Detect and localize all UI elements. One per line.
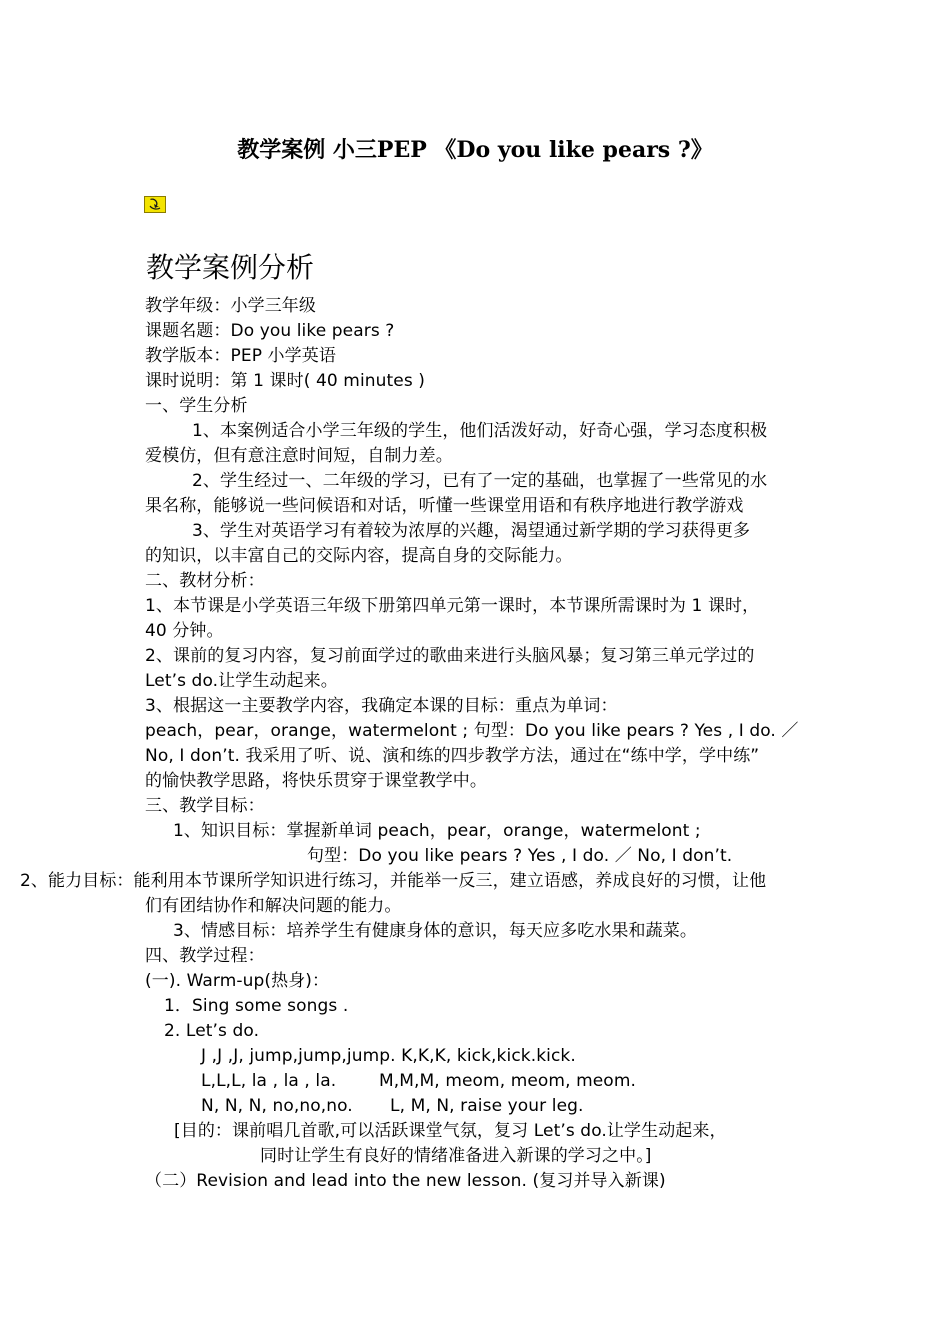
section2-p3-line2: peach，pear，orange，watermelont ; 句型：Do you like pears ? Yes , I do. ／: [145, 721, 799, 741]
document-title: 教学案例 小三PEP 《Do you like pears ?》: [237, 137, 713, 163]
section4-title: 四、教学过程：: [145, 946, 265, 966]
section1-p2-line2: 果名称，能够说一些问候语和对话，听懂一些课堂用语和有秩序地进行教学游戏: [145, 496, 744, 516]
warmup-heading: (一). Warm-up(热身)：: [145, 971, 330, 991]
section1-p3-line2: 的知识，以丰富自己的交际内容，提高自身的交际能力。: [145, 546, 573, 566]
section3-title: 三、教学目标：: [145, 796, 265, 816]
info-period: 课时说明：第 1 课时( 40 minutes ): [145, 371, 426, 391]
info-grade: 教学年级：小学三年级: [145, 296, 316, 316]
section2-p3-line3: No, I don’t. 我采用了听、说、演和练的四步教学方法，通过在“练中学，学中练”: [145, 746, 760, 766]
goal-ability-line1: 2、能力目标：能利用本节课所学知识进行练习，并能举一反三，建立语感，养成良好的习惯，让他: [20, 871, 767, 891]
section1-title: 一、学生分析: [145, 396, 248, 416]
section2-title: 二、教材分析：: [145, 571, 265, 591]
goal-ability-line2: 们有团结协作和解决问题的能力。: [145, 896, 402, 916]
chant-line2a: L,L,L, la , la , la.: [201, 1071, 337, 1091]
chant-line3a: N, N, N, no,no,no.: [201, 1096, 353, 1116]
goal-knowledge-line2: 句型：Do you like pears ? Yes , I do. ／ No, I don’t.: [307, 846, 733, 866]
purpose-line2: 同时让学生有良好的情绪准备进入新课的学习之中。]: [260, 1146, 652, 1166]
info-edition: 教学版本：PEP 小学英语: [145, 346, 336, 366]
section2-p3-line4: 的愉快教学思路，将快乐贯穿于课堂教学中。: [145, 771, 487, 791]
purpose-line1: [目的：课前唱几首歌,可以活跃课堂气氛，复习 Let’s do.让学生动起来，: [174, 1121, 727, 1141]
section2-p3-line1: 3、根据这一主要教学内容，我确定本课的目标：重点为单词：: [145, 696, 618, 716]
section1-p2-line1: 2、学生经过一、二年级的学习，已有了一定的基础，也掌握了一些常见的水: [192, 471, 768, 491]
chant-line1: J ,J ,J, jump,jump,jump. K,K,K, kick,kick.kick.: [201, 1046, 576, 1066]
chant-line2b: M,M,M, meom, meom, meom.: [379, 1071, 636, 1091]
section2-p1-line2: 40 分钟。: [145, 621, 224, 641]
section1-p3-line1: 3、学生对英语学习有着较为浓厚的兴趣，渴望通过新学期的学习获得更多: [192, 521, 751, 541]
section2-p2-line1: 2、课前的复习内容，复习前面学过的歌曲来进行头脑风暴；复习第三单元学过的: [145, 646, 755, 666]
section2-p2-line2: Let’s do.让学生动起来。: [145, 671, 338, 691]
revision-heading: （二）Revision and lead into the new lesson. (复习并导入新课): [145, 1171, 666, 1191]
warmup-step2: 2. Let’s do.: [164, 1021, 260, 1041]
section1-p1-line1: 1、本案例适合小学三年级的学生，他们活泼好动，好奇心强，学习态度积极: [192, 421, 768, 441]
goal-emotion: 3、情感目标：培养学生有健康身体的意识，每天应多吃水果和蔬菜。: [173, 921, 697, 941]
chant-line3b: L, M, N, raise your leg.: [390, 1096, 584, 1116]
info-topic: 课题名题：Do you like pears ?: [145, 321, 395, 341]
section2-p1-line1: 1、本节课是小学英语三年级下册第四单元第一课时，本节课所需课时为 1 课时，: [145, 596, 760, 616]
warmup-step1: 1．Sing some songs .: [164, 996, 349, 1016]
section1-p1-line2: 爱模仿，但有意注意时间短，自制力差。: [145, 446, 453, 466]
goal-knowledge-line1: 1、知识目标：掌握新单词 peach，pear，orange，watermelont ;: [173, 821, 701, 841]
document-link-icon[interactable]: [144, 196, 166, 213]
section-heading: 教学案例分析: [146, 251, 315, 284]
